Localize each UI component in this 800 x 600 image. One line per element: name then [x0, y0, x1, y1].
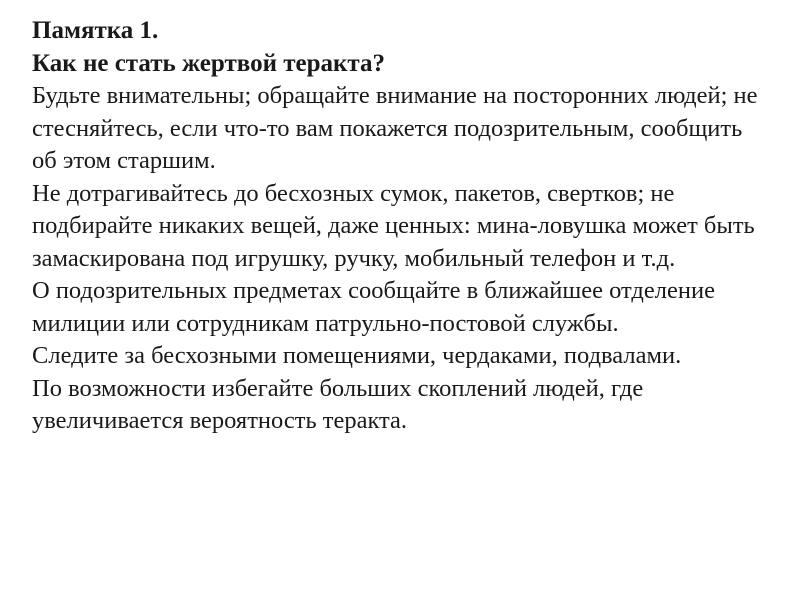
memo-paragraph-avoid-crowds: По возможности избегайте больших скоплений людей, где увеличивается вероятность теракта.	[32, 374, 644, 434]
memo-paragraph-report-suspicious: О подозрительных предметах сообщайте в ближайшее отделение милиции или сотрудникам патрульно-постовой службы.	[32, 277, 715, 337]
memo-subtitle: Как не стать жертвой теракта?	[32, 50, 385, 77]
memo-paragraph-watch-premises: Следите за бесхозными помещениями, чердаками, подвалами.	[32, 342, 682, 369]
memo-paragraph-attention: Будьте внимательны; обращайте внимание на посторонних людей; не стесняйтесь, если что-то вам покажется подозрительным, сообщить об этом старшим.	[32, 82, 758, 174]
memo-paragraph-unattended-items: Не дотрагивайтесь до бесхозных сумок, пакетов, свертков; не подбирайте никаких вещей, даже ценных: мина-ловушка может быть замаскирована под игрушку, ручку, мобильный телефон и т.д.	[32, 179, 755, 272]
memo-title: Памятка 1.	[32, 17, 159, 44]
